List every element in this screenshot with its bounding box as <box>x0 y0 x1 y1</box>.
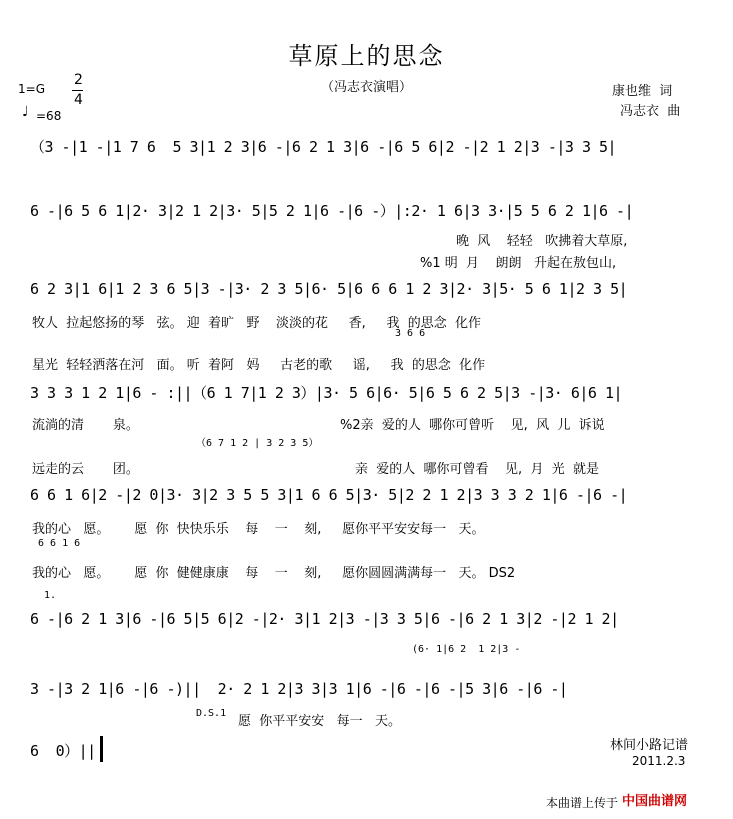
composer: 冯志衣 曲 <box>620 104 681 119</box>
time-signature-divider <box>72 90 83 91</box>
transcriber-credit: 林间小路记谱 <box>610 738 689 753</box>
notation-line-1: （3 -|1 -|1 7 6 5 3|1 2 3|6 -|6 2 1 3|6 -|6 5 6|2 -|2 1 2|3 -|3 3 5| <box>30 138 617 156</box>
small-notes-3: 6 6 1 6 <box>38 538 81 549</box>
notation-line-3: 6 2 3|1 6|1 2 3 6 5|3 -|3· 2 3 5|6· 5|6 6 6 1 2 3|2· 3|5· 5 6 1|2 3 5| <box>30 280 628 298</box>
lyricist: 康也维 词 <box>612 84 673 99</box>
tempo-marking: =68 <box>36 109 62 123</box>
lyric-verse2-line3: 远走的云 团。 <box>32 462 139 477</box>
notation-line-4: 3 3 3 1 2 1|6 - :||（6 1 7|1 2 3）|3· 5 6|6· 5|6 5 6 2 5|3 -|3· 6|6 1| <box>30 384 623 402</box>
notation-line-5: 6 6 1 6|2 -|2 0|3· 3|2 3 5 5 3|1 6 6 5|3· 5|2 2 1 2|3 3 3 2 1|6 -|6 -| <box>30 486 628 504</box>
small-notes-4: (6· 1|6 2 1 2|3 - <box>412 644 521 655</box>
quarter-note-icon: ♩ <box>22 104 29 120</box>
lyric-chorus2-line1: 亲 爱的人 哪你可曾看 见, 月 光 就是 <box>355 462 599 477</box>
small-notes-2: （6 7 1 2 | 3 2 3 5） <box>196 438 319 449</box>
site-logo: 中国曲谱网 <box>622 794 688 809</box>
lyric-verse1-line2: 牧人 拉起悠扬的琴 弦。 迎 着旷 野 淡淡的花 香, 我 的思念 化作 <box>32 316 481 331</box>
time-signature-numerator: 2 <box>74 72 83 88</box>
upload-notice: 本曲谱上传于 <box>546 796 619 810</box>
lyric-verse2-line2: 星光 轻轻洒落在河 面。 听 着阿 妈 古老的歌 谣, 我 的思念 化作 <box>32 358 486 373</box>
key-signature: 1=G <box>18 82 45 96</box>
final-barline <box>100 736 103 762</box>
lyric-verse2-line1: %1 明 月 朗朗 升起在敖包山, <box>420 256 617 271</box>
lyric-chorus2-line2: 我的心 愿。 愿 你 健健康康 每 一 刻, 愿你圆圆满满每一 天。 DS2 <box>32 566 516 581</box>
transcription-date: 2011.2.3 <box>632 754 686 768</box>
lyric-chorus1-line1: %2亲 爱的人 哪你可曾听 见, 风 儿 诉说 <box>340 418 605 433</box>
notation-line-2: 6 -|6 5 6 1|2· 3|2 1 2|3· 5|5 2 1|6 -|6 -）|:2· 1 6|3 3·|5 5 6 2 1|6 -| <box>30 202 634 220</box>
lyric-chorus1-line2: 我的心 愿。 愿 你 快快乐乐 每 一 刻, 愿你平平安安每一 天。 <box>32 522 485 537</box>
lyric-verse1-line3: 流淌的清 泉。 <box>32 418 139 433</box>
lyric-verse1-line1: 晚 风 轻轻 吹拂着大草原, <box>456 234 628 249</box>
notation-line-6: 6 -|6 2 1 3|6 -|6 5|5 6|2 -|2· 3|1 2|3 -|3 3 5|6 -|6 2 1 3|2 -|2 1 2| <box>30 610 619 628</box>
lyric-ending: 愿 你平平安安 每一 天。 <box>238 714 402 729</box>
ds-marking: D.S.1 <box>196 708 227 719</box>
small-notes-1: 3 6 6 <box>395 328 426 339</box>
volta-mark: 1. <box>44 590 57 601</box>
notation-line-7: 3 -|3 2 1|6 -|6 -)|| 2· 2 1 2|3 3|3 1|6 -|6 -|6 -|5 3|6 -|6 -| <box>30 680 568 698</box>
page-title: 草原上的思念 <box>288 42 445 70</box>
time-signature-denominator: 4 <box>74 92 83 108</box>
notation-line-8: 6 0）|| <box>30 742 96 760</box>
subtitle: （冯志衣演唱） <box>320 80 412 95</box>
